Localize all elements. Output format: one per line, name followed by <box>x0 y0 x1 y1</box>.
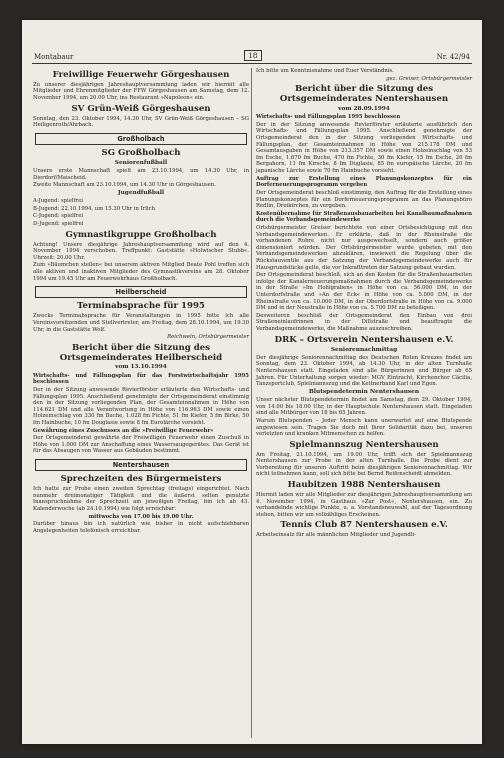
signature: gez. Greiser, Ortsbürgermeister <box>386 75 472 82</box>
article-title: SV Grün-Weiß Görgeshausen <box>71 103 211 114</box>
article-subtitle: Seniorenfußball <box>114 159 168 166</box>
paragraph-heading: Kostenübernahme für Straßenausbauarbeiten bei Kanalbaumaßnahmen durch die Verbandsgemeindewerke <box>256 210 472 224</box>
article-title: Bericht über die Sitzung des Ortsgemeinderates Nentershausen <box>279 84 449 105</box>
right-column <box>256 68 472 540</box>
paragraph: Arbeitseinsatz für alle männlichen Mitglieder und Jugendli- <box>256 532 416 539</box>
article-title: Gymnastikgruppe Großholbach <box>65 229 217 240</box>
header-rule <box>32 63 472 64</box>
column-divider <box>251 68 252 738</box>
article-title: Terminabsprache für 1995 <box>77 301 205 312</box>
paragraph: Zu unserer diesjährigen Jahreshauptversammlung laden wir hiermit alle Mitglieder und Ehrenmitglieder der FFW Görgeshausen am Samstag, dem 12. November 1994, um 20.00 Uhr, ins Restaurant »Napoleon« ein. <box>33 81 249 102</box>
article-title: Spielmannszug Nentershausen <box>289 439 439 450</box>
paragraph: Der Ortsgemeinderat beschloß einstimmig, den Auftrag für die Erstellung eines Planungskonzeptes für ein Dorferneuerungsprogramm an das Planungsbüro Redlin, Dreikirchen, zu vergeben. <box>256 189 472 210</box>
article-subtitle: Seniorennachmittag <box>330 346 398 353</box>
header-town: Montabaur <box>34 53 74 61</box>
article-title: SG Großholbach <box>101 148 181 159</box>
paragraph: Am Freitag, 21.10.1994, um 19.00 Uhr, trifft sich der Spielmannszug Nentershausen zur Probe in der alten Turnhalle. Die Probe dient zur Vorbereitung für unseren Auftritt beim diesjährigen Seniorennachmittag. Wir nicht teilnehmen kann, soll sich bitte bei Bernd Reifenscheidt abmelden. <box>256 451 472 478</box>
paragraph: Unser nächster Blutspendetermin findet am Samstag, dem 29. Oktober 1994, von 14.00 bis 18.00 Uhr, in der Hauptschule Nentershausen statt. Eingeladen sind alle Mitbürger von 18 bis 65 Jahren. <box>256 397 472 417</box>
paragraph: B-Jugend: 22.10.1994, um 15.30 Uhr in Irlich <box>33 205 156 212</box>
paragraph: Zum »Bäumchen stellen« bei unserem aktiven Mitglied Beate Pohl treffen sich alle aktiven und inaktiven Mitglieder des Gymnastikvereins am 28. Oktober 1994 um 19.45 Uhr am Feuerwehrhaus Großholbach. <box>33 262 249 282</box>
paragraph: Der in der Sitzung anwesende Revierförster erläuterte ausführlich den Wirtschafts- und Fällungsplan 1995. Anschließend genehmigte der Ortsgemeinderat den in der Sitzung vorliegenden Wirtschafts- und Fällungsplan, der Gesamteinnahmen in Höhe von 215.178 DM und Gesamtausgaben in Höhe von 213.357 DM sowie einen Holzeinschlag von 53 fm Esche, 1.670 fm Buche, 470 fm Fichte, 30 fm Kiefer, 15 fm Esche, 20 fm Bergahorn, 11 fm Kirsche, 8 fm Duglasie, 85 fm europäische Lärche, 20 fm japanische Lärche sowie 70 fm Hainbuche vorsieht. <box>256 121 472 175</box>
article-subtitle: Jugendfußball <box>117 189 165 196</box>
paragraph: Der Ortsgemeinderat gewährte der Freiwilligen Feuerwehr einen Zuschuß in Höhe von 1.000 DM zur Anschaffung eines Wassersaugegerätes. Das Gerät ist für das Absaugen von Wasser aus Gebäuden bestimmt. <box>33 435 249 455</box>
article-subtitle: vom 13.10.1994 <box>115 364 167 371</box>
paragraph: Darüber hinaus bin ich natürlich wie bisher in nicht aufschiebbaren Angelegenheiten telefonisch erreichbar. <box>33 521 249 534</box>
paragraph: A-Jugend: spielfrei <box>33 198 83 205</box>
paragraph: Unsere erste Mannschaft spielt am 23.10.1994, um 14.30 Uhr, in Dierdorf/Maischeid. <box>33 168 249 181</box>
paragraph: Ortsbürgermeister Greiser berichtete von einer Ortsbesichtigung mit den Verbandsgemeindewerken. Er erklärte, daß in der Rheinstraße die vorhandenen Rohre nicht nur ausgewechselt, sondern auch größer dimensioniert würden. Der Ortsbürgermeister wurde gebeten, mit den Verbandsgemeindewerken abzuklären, inwieweit die Regelung über die Rückstauventile aus der Satzung der Verbandsgemeindewerke auch für Hausgrundstücke gelte, die vor Inkrafttreten der Satzung gebaut wurden. <box>256 224 472 271</box>
article-subtitle: Blutspendetermin Nentershausen <box>308 388 420 395</box>
centered-line: mittwochs von 17.00 bis 19.00 Uhr. <box>88 513 194 520</box>
paragraph: Ich hatte zur Probe einen zweiten Sprechtag (freitags) eingerichtet. Nach nunmehr dreimonatiger Tätigkeit und die äußerst selten genutzte Inanspruchnahme der Sprechzeit am jeweiligen Freitag, bin ich ab 43. Kalenderwoche (ab 24.10.1994) wie folgt erreichbar: <box>33 486 249 512</box>
paragraph: Hiermit laden wir alle Mitglieder zur diesjährigen Jahreshauptversammlung am 4. November 1994, in Gasthaus »Zur Post«, Nentershausen, ein. Zu verhandelnde wichtige Punkte, u. a. Vorstandsneuwahl, auf der Tagesordnung stehen, bitten wir um vollzähliges Erscheinen. <box>256 491 472 518</box>
paragraph-heading: Gewährung eines Zuschusses an die »Freiwillige Feuerwehr« <box>33 427 214 434</box>
paragraph: D-Jugend: spielfrei <box>33 221 84 228</box>
header-page-number: 18 <box>244 50 262 61</box>
paragraph: Ich bitte um Kenntnisnahme und Euer Verständnis. <box>256 68 394 74</box>
header-issue: Nr. 42/94 <box>436 53 470 61</box>
left-column <box>33 68 249 535</box>
paragraph: Achtung! Unsere diesjährige Jahreshauptversammlung wird auf den 4. November 1994 verschoben. Treffpunkt: Gaststätte »Holwischer Stubb«. Uhrzeit: 20.00 Uhr. <box>33 241 249 261</box>
section-heading: Großholbach <box>35 133 247 145</box>
newspaper-page <box>22 20 482 744</box>
paragraph: Sonntag, den 23. Oktober 1994, 14.30 Uhr, SV Grün-Weiß Görgeshausen – SG Heiligenroth/Ahrbach. <box>33 115 249 129</box>
article-title: Haubitzen 1988 Nentershausen <box>287 480 441 491</box>
section-heading: Heilberscheid <box>35 286 247 298</box>
paragraph: Warum Blutspenden – Jeder Mensch kann unerwartet auf eine Blutspende angewiesen sein. Tragen Sie doch mit Ihrer Solidarität dazu bei, unseren verletzten und kranken Mitmenschen zu helfen. <box>256 417 472 438</box>
paragraph-heading: Wirtschafts- und Fällungsplan 1995 beschlossen <box>256 114 401 121</box>
signature: Reichwein, Ortsbürgermeister <box>167 334 249 341</box>
article-subtitle: vom 28.09.1994 <box>338 105 390 112</box>
paragraph-heading: Auftrag zur Erstellung eines Planungskonzeptes für ein Dorferneuerungsprogramm vergeben <box>256 175 472 189</box>
section-heading: Nentershausen <box>35 459 247 471</box>
article-title: Sprechzeiten des Bürgermeisters <box>60 474 222 485</box>
paragraph: Zweite Mannschaft am 23.10.1994, um 14.30 Uhr in Görgeshausen. <box>33 182 216 189</box>
paragraph: Der Ortsgemeinderat beschloß, sich an den Kosten für die Straßenbauarbeiten infolge der Kanalerneuerungsmaßnahmen durch die Verbandsgemeindewerke in der Straße »Im Hohlgraben« in Höhe von ca. 56.000 DM, in der Unterdorfstraße und »An der Eck« in Höhe von ca. 5.000 DM, in der Rheinstraße von ca. 10.000 DM, in der Oberdorfstraße in Höhe von ca. 9.000 DM und in der Neustraße in Höhe von ca. 5.700 DM zu beteiligen. <box>256 272 472 312</box>
paragraph: Der in der Sitzung anwesende Revierförster erläuterte den Wirtschafts- und Fällungsplan 1995. Anschließend genehmigte der Ortsgemeinderat einstimmig den in der Sitzung vorliegenden Plan, der Gesamteinnahmen in Höhe von 114.621 DM und alle Verantwortung in Höhe von 116.963 DM sowie einen Holzeinschlag von 330 fm Buche, 1.028 fm Fichte, 51 fm Kiefer, 5 fm Birke, 50 fm Hainbuche, 10 fm Douglasie sowie 8 fm Eurolärche vorsieht. <box>33 386 249 426</box>
paragraph: Der diesjährige Seniorennachmittag des Deutschen Roten Kreuzes findet am Sonntag, dem 23. Oktober 1994, ab 14.30 Uhr, in der alten Turnhalle Nentershausen statt. Eingeladen sind alle Bürgerinnen und Bürger ab 65 Jahren. Für Unterhaltung sorgen wieder: MGV Eintracht, Kirchenchor Cäcilia, Tanzsportclub, Spielmannszug und die Kettnerband Karl und Egon. <box>256 354 472 388</box>
article-title: Tennis Club 87 Nentershausen e.V. <box>280 520 448 531</box>
paragraph: C-Jugend: spielfrei <box>33 213 84 220</box>
paragraph-heading: Wirtschafts- und Fällungsplan für das Forstwirtschaftsjahr 1995 beschlossen <box>33 372 249 386</box>
article-title: Freiwillige Feuerwehr Görgeshausen <box>52 70 230 80</box>
paragraph: Zwecks Terminabsprache für Veranstaltungen in 1995 bitte ich alle Vereinsvorsitzenden und Stellvertreter, am Freitag, dem 28.10.1994, um 19.30 Uhr, in die Gaststätte Wolf. <box>33 313 249 333</box>
article-title: Bericht über die Sitzung des Ortsgemeinderates Heilberscheid <box>59 342 223 363</box>
paragraph: Desweiteren beschloß der Ortsgemeinderat den Einbau von drei Straßeneinlaufrinnen in der Dillstraße und beauftragte die Verbandsgemeindewerke, die Maßnahme auszuschreiben. <box>256 312 472 333</box>
article-title: DRK – Ortsverein Nentershausen e.V. <box>274 334 454 345</box>
